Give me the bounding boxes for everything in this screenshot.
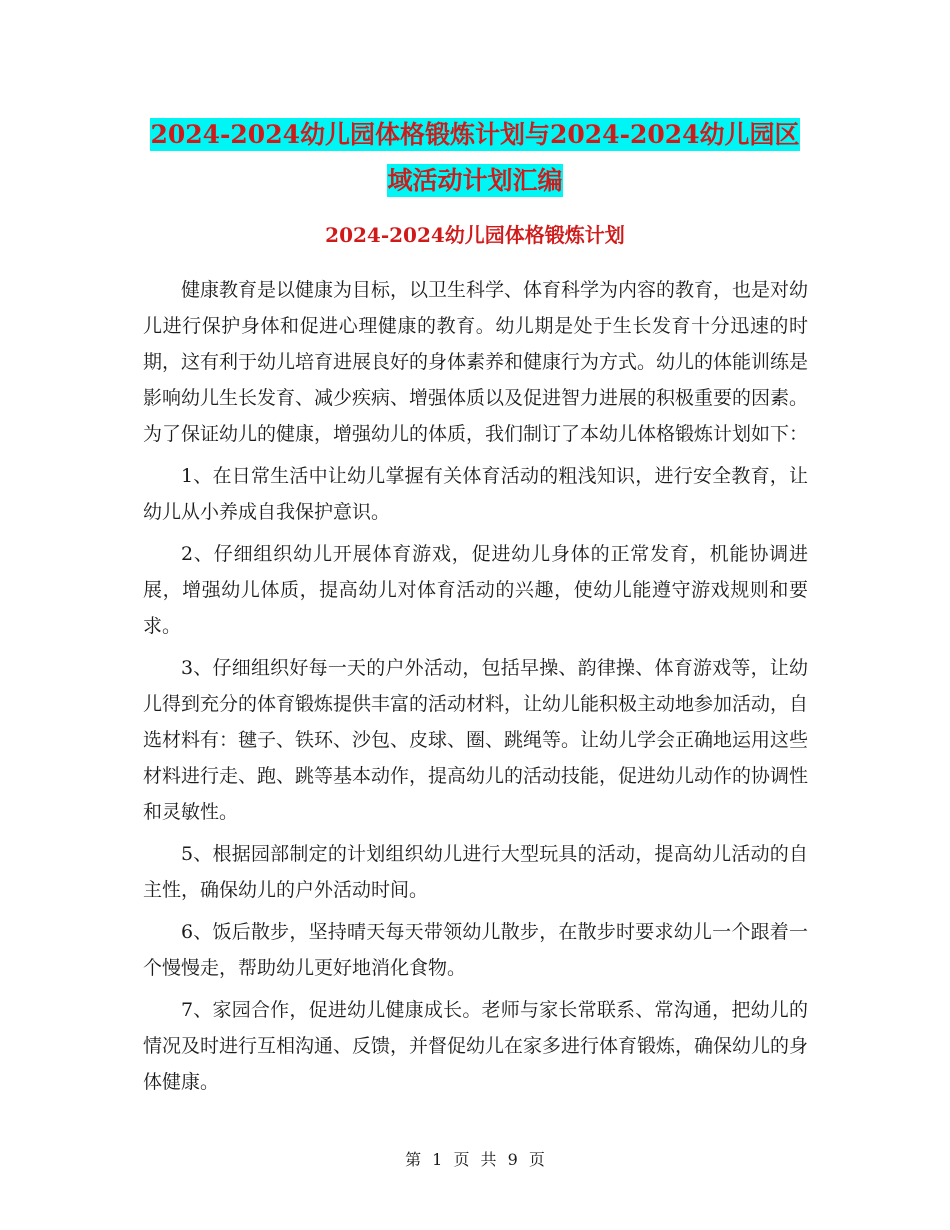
paragraph-item-6: 6、饭后散步，坚持晴天每天带领幼儿散步，在散步时要求幼儿一个跟着一个慢慢走，帮助幼儿更好地消化食物。 [143,921,808,979]
paragraph-item-7: 7、家园合作，促进幼儿健康成长。老师与家长常联系、常沟通，把幼儿的情况及时进行互相沟通、反馈，并督促幼儿在家多进行体育锻炼，确保幼儿的身体健康。 [143,999,809,1093]
title-line-2: 域活动计划汇编 [387,166,563,195]
paragraph-item-1: 1、在日常生活中让幼儿掌握有关体育活动的粗浅知识，进行安全教育，让幼儿从小养成自我保护意识。 [143,465,808,523]
section-title: 2024-2024幼儿园体格锻炼计划 [325,223,625,247]
paragraph-item-3: 3、仔细组织好每一天的户外活动，包括早操、韵律操、体育游戏等，让幼儿得到充分的体育锻炼提供丰富的活动材料，让幼儿能积极主动地参加活动，自选材料有：毽子、铁环、沙包、皮球、圈、跳绳等。让幼儿学会正确地运用这些材料进行走、跑、跳等基本动作，提高幼儿的活动技能，促进幼儿动作的协调性和灵敏性。 [143,657,809,823]
paragraph-intro: 健康教育是以健康为目标，以卫生科学、体育科学为内容的教育，也是对幼儿进行保护身体和促进心理健康的教育。幼儿期是处于生长发育十分迅速的时期，这有利于幼儿培育进展良好的身体素养和健康行为方式。幼儿的体能训练是影响幼儿生长发育、减少疾病、增强体质以及促进智力进展的积极重要的因素。为了保证幼儿的健康，增强幼儿的体质，我们制订了本幼儿体格锻炼计划如下： [143,279,809,445]
paragraph-item-5: 5、根据园部制定的计划组织幼儿进行大型玩具的活动，提高幼儿活动的自主性，确保幼儿的户外活动时间。 [143,843,808,901]
document-title [100,112,850,204]
document-body [143,272,808,1106]
paragraph-item-2: 2、仔细组织幼儿开展体育游戏，促进幼儿身体的正常发育，机能协调进展，增强幼儿体质，提高幼儿对体育活动的兴趣，使幼儿能遵守游戏规则和要求。 [143,543,808,637]
page-footer: 第 1 页 共 9 页 [405,1150,545,1169]
title-line-1: 2024-2024幼儿园体格锻炼计划与2024-2024幼儿园区 [150,120,800,149]
